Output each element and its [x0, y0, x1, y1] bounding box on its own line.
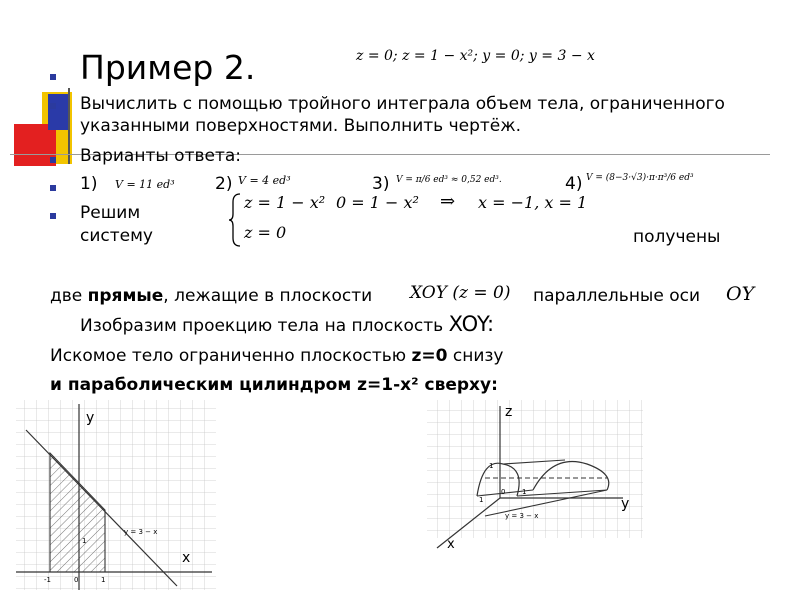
implies-icon: ⇒	[440, 191, 456, 212]
system-eq-2: z = 0	[244, 223, 287, 242]
parallel-text: параллельные оси	[533, 286, 701, 306]
decor-vertical-rule	[68, 88, 70, 164]
y-one-label: 1	[522, 488, 527, 496]
y-axis-label: y	[86, 410, 95, 426]
obtained-word: получены	[633, 227, 721, 247]
bounded-sentence	[50, 345, 503, 367]
two-lines-sentence	[50, 285, 372, 307]
x-axis-label: x	[447, 537, 455, 552]
two-lines-prefix: две	[50, 286, 88, 306]
bullet	[50, 74, 56, 80]
answer-1-formula: V = 11 ed³	[115, 178, 175, 191]
derived-equation: 0 = 1 − x²	[336, 193, 419, 212]
roots-equation: x = −1, x = 1	[478, 193, 588, 212]
two-lines-mid: , лежащие в плоскости	[163, 286, 373, 306]
y-one-label: 1	[82, 537, 87, 545]
origin-label: 0	[501, 488, 506, 496]
answer-2-formula: V = 4 ed³	[238, 174, 291, 187]
projection-text: Изобразим проекцию тела на плоскость	[80, 316, 444, 336]
answer-2-num: 2)	[215, 174, 233, 194]
answers-label: Варианты ответа:	[80, 146, 242, 166]
bounded-suffix: снизу	[447, 346, 504, 366]
projection-plane: XOY:	[448, 312, 495, 336]
bullet	[50, 103, 56, 109]
projection-graph	[12, 396, 222, 596]
given-equations: z = 0; z = 1 − x²; y = 0; y = 3 − x	[356, 48, 595, 64]
projection-sentence	[80, 313, 494, 337]
body-3d-graph	[425, 398, 645, 558]
line-label: y = 3 − x	[505, 512, 539, 520]
bounded-prefix: Искомое тело ограниченно плоскостью	[50, 346, 412, 366]
plane-formula: XOY (z = 0)	[410, 283, 511, 303]
parabolic-sentence: и параболическим цилиндром z=1-x² сверху:	[50, 375, 498, 395]
answer-3-num: 3)	[372, 174, 390, 194]
solve-word-2: систему	[80, 226, 153, 246]
bounded-bold: z=0	[411, 346, 448, 366]
z-axis-label: z	[505, 404, 513, 420]
line-label: y = 3 − x	[124, 528, 158, 536]
axis-formula: OY	[726, 283, 755, 305]
answer-4-num: 4)	[565, 174, 583, 194]
bullet	[50, 185, 56, 191]
z-one-label: 1	[489, 462, 494, 470]
answer-4-formula: V = (8−3·√3)·π·π³/6 ed³	[586, 173, 694, 183]
decor-blue-square	[48, 94, 70, 130]
task-line-2: указанными поверхностями. Выполнить чертёж.	[80, 116, 521, 136]
system-brace	[228, 192, 242, 248]
x-axis-label: x	[182, 550, 191, 566]
x-one-label: 1	[101, 576, 106, 584]
two-lines-bold: прямые	[87, 286, 164, 306]
task-line-1: Вычислить с помощью тройного интеграла объем тела, ограниченного	[80, 94, 725, 114]
origin-label: 0	[74, 576, 79, 584]
x-one-label: 1	[479, 496, 484, 504]
bullet	[50, 213, 56, 219]
bullet	[50, 157, 56, 163]
slide-title: Пример 2.	[80, 48, 256, 87]
system-eq-1: z = 1 − x²	[244, 193, 326, 212]
solve-word-1: Решим	[80, 203, 141, 223]
answer-3-formula: V = π/6 ed³ ≈ 0,52 ed³.	[396, 175, 502, 185]
x-minus-one-label: -1	[44, 576, 51, 584]
answer-1-num: 1)	[80, 174, 98, 194]
y-axis-label: y	[621, 496, 630, 512]
